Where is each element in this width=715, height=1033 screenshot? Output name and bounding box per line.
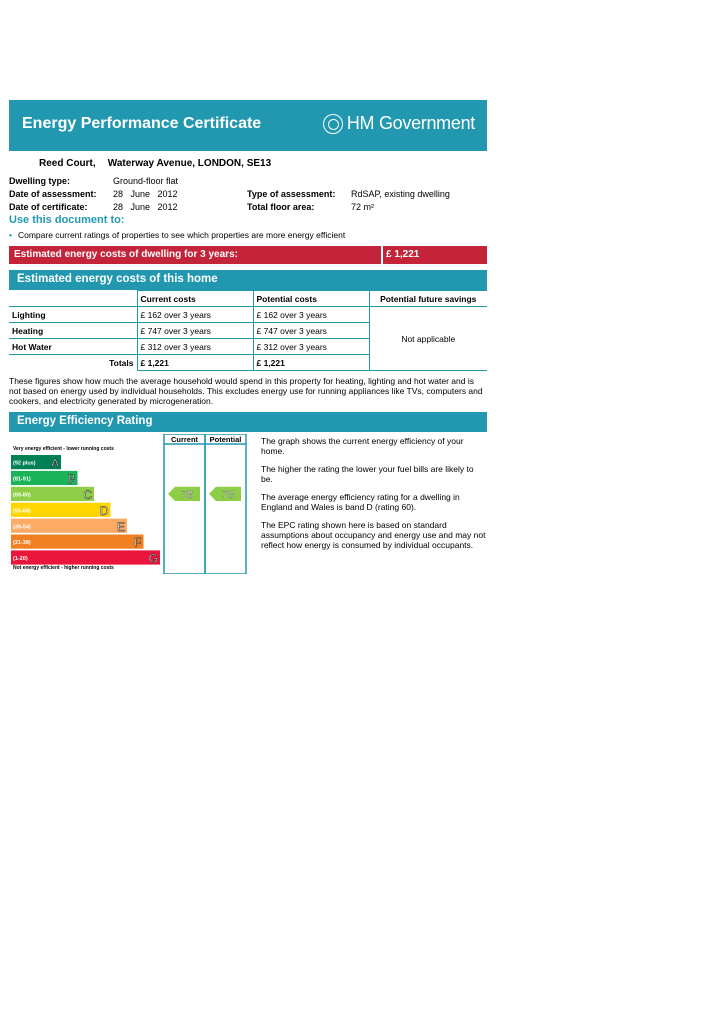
date-certificate-value: 28 June 2012 (113, 202, 178, 212)
totals-current: £ 1,221 (137, 355, 253, 371)
row-current: £ 312 over 3 years (137, 339, 253, 355)
header-banner (9, 100, 487, 151)
header-current: Current costs (137, 291, 253, 307)
bottom-note: Not energy efficient - higher running costs (13, 565, 114, 571)
property-info (9, 175, 450, 214)
row-potential: £ 162 over 3 years (253, 307, 369, 323)
estimated-3yr-value: £ 1,221 (386, 249, 420, 260)
column-potential-label: Potential (209, 435, 242, 444)
date-assessment-label: Date of assessment: (9, 189, 97, 199)
column-current-label: Current (170, 435, 199, 444)
totals-label: Totals (9, 355, 137, 371)
table-header-row (9, 291, 487, 307)
header-savings: Potential future savings (369, 291, 487, 307)
efficiency-paragraph: The EPC rating shown here is based on standard assumptions about occupancy and energy use and may not reflect how energy is consumed by individual occupants. (261, 520, 486, 550)
address-line2: Waterway Avenue, LONDON, SE13 (107, 158, 272, 169)
floor-area-value: 72 m² (351, 202, 375, 212)
table-row (9, 307, 487, 323)
band-range-d: (55-68) (13, 508, 31, 515)
bullet-icon: • (9, 230, 12, 240)
gov-logo (323, 113, 475, 134)
address (39, 158, 271, 169)
current-rating-value: 78 (180, 489, 194, 501)
costs-section-title-bar (9, 270, 487, 290)
date-assessment-value: 28 June 2012 (113, 189, 178, 199)
use-bullet (9, 230, 345, 240)
band-range-c: (69-80) (13, 492, 31, 499)
row-current: £ 162 over 3 years (137, 307, 253, 323)
band-letter-g: G (148, 551, 158, 566)
band-letter-a: A (50, 456, 59, 471)
row-label: Lighting (9, 307, 137, 323)
savings-value: Not applicable (369, 307, 487, 371)
row-potential: £ 747 over 3 years (253, 323, 369, 339)
header-potential: Potential costs (253, 291, 369, 307)
costs-table (9, 290, 487, 371)
band-letter-e: E (116, 519, 125, 534)
row-label: Hot Water (9, 339, 137, 355)
type-assessment-value: RdSAP, existing dwelling (351, 189, 450, 199)
page-title: Energy Performance Certificate (22, 115, 262, 132)
band-letter-b: B (67, 472, 76, 487)
efficiency-title: Energy Efficiency Rating (17, 415, 153, 427)
band-bar-g (11, 550, 160, 564)
row-current: £ 747 over 3 years (137, 323, 253, 339)
efficiency-chart (9, 434, 275, 574)
row-label: Heating (9, 323, 137, 339)
address-line1: Reed Court, (39, 158, 96, 169)
row-potential: £ 312 over 3 years (253, 339, 369, 355)
dwelling-type-value: Ground-floor flat (113, 176, 179, 186)
band-range-b: (81-91) (13, 476, 31, 483)
band-letter-c: C (83, 488, 92, 502)
floor-area-label: Total floor area: (247, 202, 315, 212)
epc-document (9, 100, 487, 571)
use-bullet-text: Compare current ratings of properties to see which properties are more energy efficient (17, 230, 346, 240)
potential-column (205, 434, 246, 574)
type-assessment-label: Type of assessment: (247, 189, 336, 199)
band-bar-f (11, 535, 144, 549)
gov-logo-text: HM Government (346, 113, 475, 133)
band-range-e: (39-54) (13, 524, 31, 531)
costs-note: These figures show how much the average household would spend in this property for heating, lighting and hot water and is not based on energy used by individual households. This excludes energy use for running appliances like TVs, computers and cookers, and electricity generated by microgeneration. (9, 376, 483, 406)
band-range-g: (1-20) (13, 556, 28, 563)
crest-icon (323, 114, 343, 134)
band-letter-d: D (99, 503, 109, 518)
totals-potential: £ 1,221 (253, 355, 369, 371)
estimated-3yr-label: Estimated energy costs of dwelling for 3 years: (14, 249, 238, 260)
use-title: Use this document to: (9, 214, 125, 226)
band-letter-f: F (134, 535, 142, 550)
efficiency-paragraph: The higher the rating the lower your fuel bills are likely to be. (261, 464, 474, 484)
costs-section-title: Estimated energy costs of this home (17, 273, 218, 285)
efficiency-paragraph: The average energy efficiency rating for a dwelling in England and Wales is band D (rating 60). (261, 492, 460, 512)
efficiency-title-bar (9, 412, 487, 432)
band-range-f: (21-38) (13, 540, 31, 547)
potential-rating-value: 78 (221, 489, 235, 501)
dwelling-type-label: Dwelling type: (9, 176, 71, 186)
band-range-a: (92 plus) (13, 460, 36, 467)
date-certificate-label: Date of certificate: (9, 202, 88, 212)
efficiency-text (261, 436, 487, 558)
divider (381, 246, 383, 264)
top-note: Very energy efficient - lower running costs (13, 446, 114, 452)
current-column (164, 434, 205, 574)
estimated-3yr-bar (9, 246, 487, 264)
efficiency-paragraph: The graph shows the current energy efficiency of your home. (261, 436, 464, 456)
efficiency-section (9, 434, 487, 574)
